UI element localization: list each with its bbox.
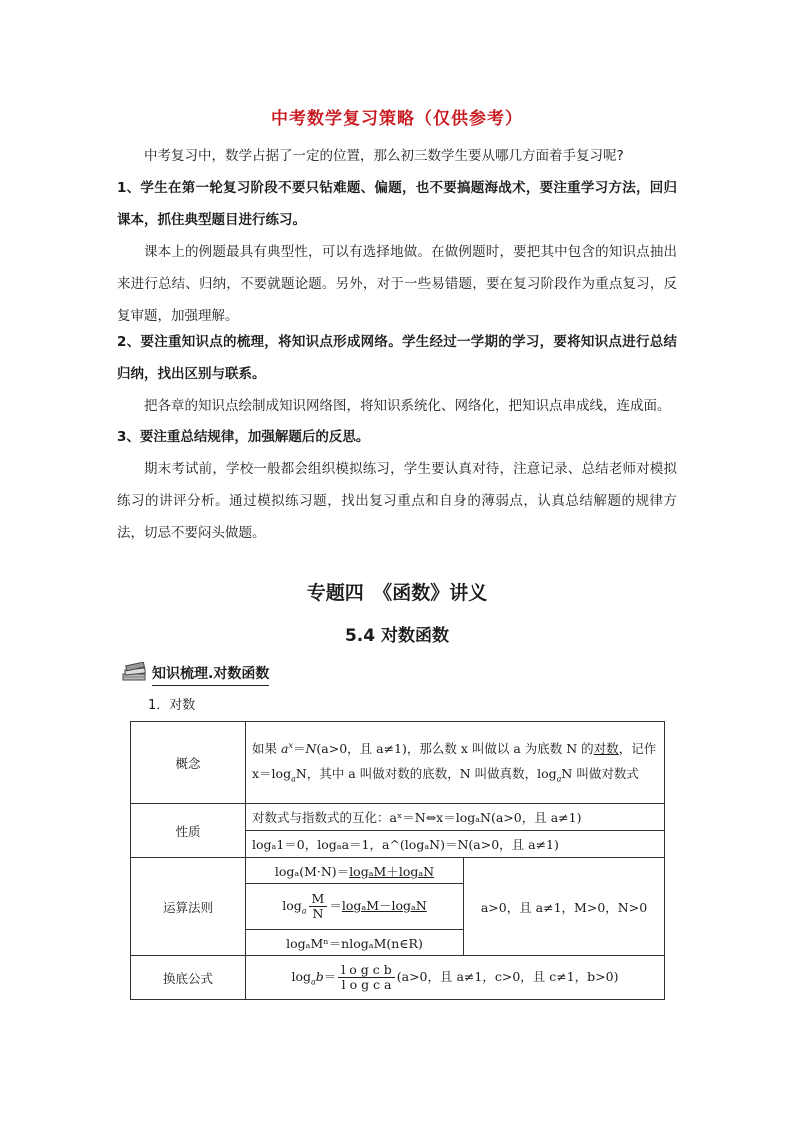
intro-paragraph: 中考复习中，数学占据了一定的位置，那么初三数学生要从哪几方面着手复习呢? (144, 148, 624, 164)
rule-row-2: $\log_a$ $\frac{M}{N}$ ＝logₐM－logₐN (246, 884, 464, 930)
page-title: 中考数学复习策略（仅供参考） (271, 109, 523, 129)
point-1-body: 课本上的例题最具有典型性，可以有选择地做。在做例题时，要把其中包含的知识点抽出来进行总结、归纳，不要就题论题。另外，对于一些易错题，要在复习阶段作为重点复习，反复审题，加强理解。 (117, 244, 677, 324)
rule-row-3: logₐMⁿ＝nlogₐM(n∈R) (246, 930, 464, 956)
rule-row-1: logₐ(M·N)＝logₐM＋logₐN (246, 858, 464, 884)
concept-cell: 如果 $a^x=N(a>0$，且 a≠1)，那么数 x 叫做以 a 为底数 N 的对数，记作 $x=\log_aN$，其中 a 叫做对数的底数，N 叫做真数，$\log_aN$ 叫做对数式 (246, 722, 665, 804)
books-icon (122, 662, 148, 686)
property-row-2: logₐ1＝0，logₐa＝1，a^(logₐN)＝N(a>0，且 a≠1) (246, 831, 665, 858)
point-2-heading: 2、要注重知识点的梳理，将知识点形成网络。学生经过一学期的学习，要将知识点进行总结归纳，找出区别与联系。 (117, 334, 677, 382)
concept-label: 概念 (131, 722, 246, 804)
change-of-base-formula: $\log_ab=$ $\frac{\text{l o g c b}}{\text{l o g c a}}$ (a>0，且 a≠1，c>0，且 c≠1，b>0) (246, 956, 665, 1000)
point-3-heading: 3、要注重总结规律，加强解题后的反思。 (117, 429, 370, 445)
section-label-text: 知识梳理.对数函数 (152, 663, 269, 686)
property-row-1: 对数式与指数式的互化：aˣ＝N⇔x＝logₐN(a>0，且 a≠1) (246, 804, 665, 831)
rule-conditions: a>0，且 a≠1，M>0，N>0 (464, 858, 665, 956)
property-label: 性质 (131, 804, 246, 858)
change-of-base-label: 换底公式 (131, 956, 246, 1000)
item-label: 1．对数 (148, 698, 196, 713)
logarithm-table (130, 721, 665, 1000)
subtopic-heading: 5.4 对数函数 (344, 626, 450, 646)
point-3-body: 期末考试前，学校一般都会组织模拟练习，学生要认真对待，注意记录、总结老师对模拟练习的讲评分析。通过模拟练习题，找出复习重点和自身的薄弱点，认真总结解题的规律方法，切忌不要闷头做题。 (117, 461, 677, 541)
section-label (122, 662, 269, 686)
point-2-body: 把各章的知识点绘制成知识网络图，将知识系统化、网络化，把知识点串成线，连成面。 (144, 398, 671, 414)
rule-label: 运算法则 (131, 858, 246, 956)
point-1-heading: 1、学生在第一轮复习阶段不要只钻难题、偏题，也不要搞题海战术，要注重学习方法，回归课本，抓住典型题目进行练习。 (117, 180, 677, 228)
topic-heading: 专题四 《函数》讲义 (306, 582, 488, 604)
